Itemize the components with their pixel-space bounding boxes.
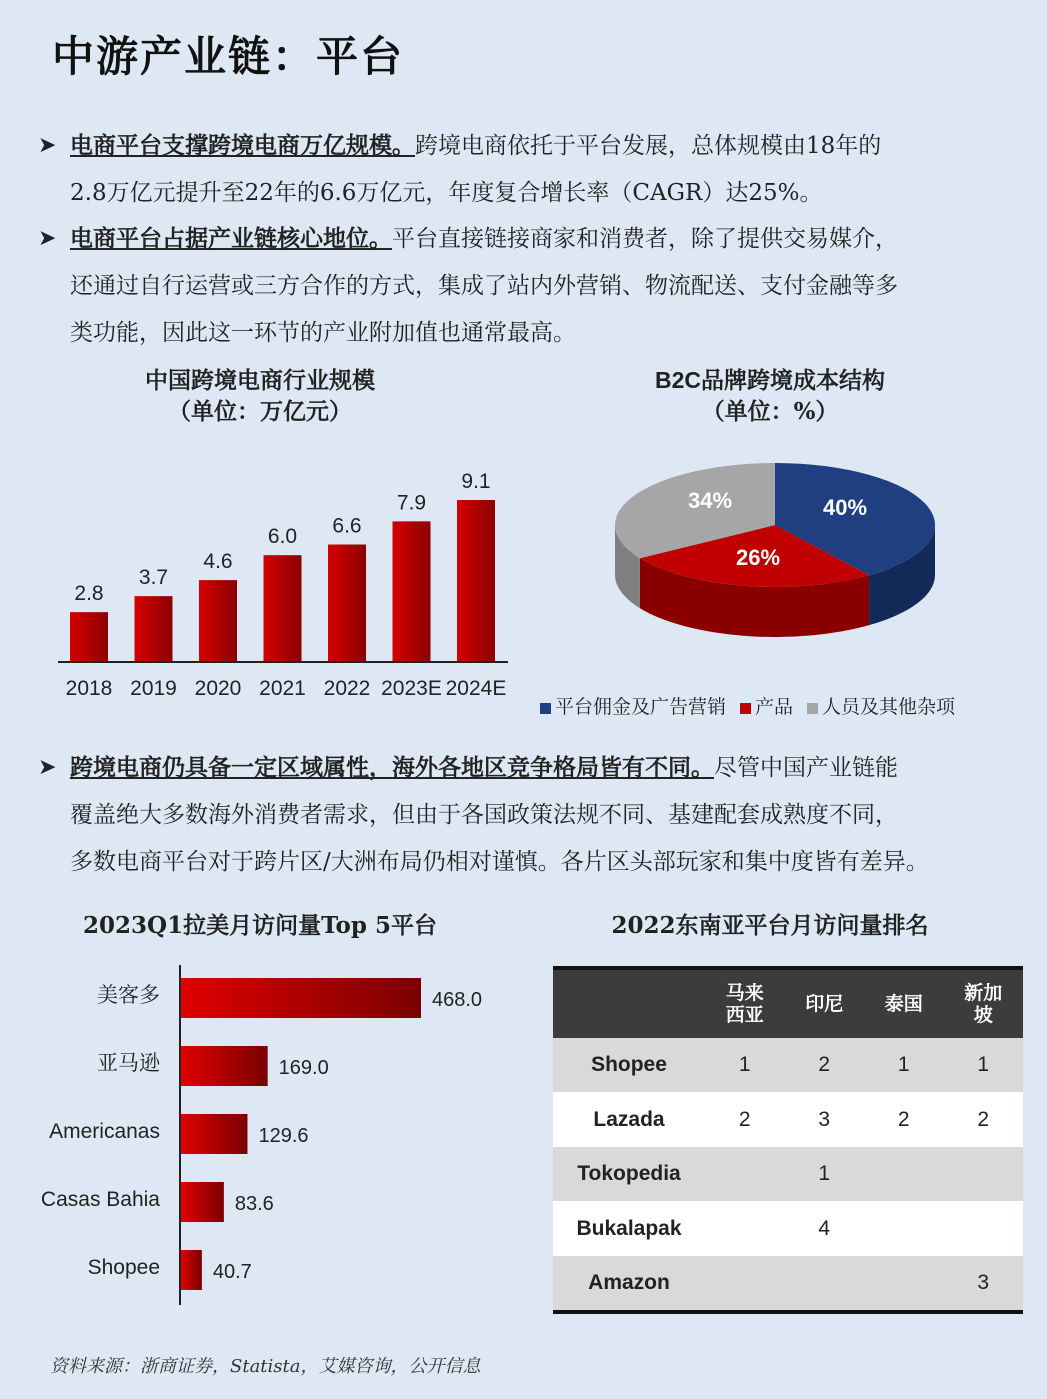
rank-cell: 2	[705, 1092, 785, 1147]
table-header-cell: 印尼	[785, 968, 865, 1038]
pie-data-label: 34%	[687, 488, 733, 513]
chart-title: B2C品牌跨境成本结构	[654, 367, 885, 393]
bullet-text: 多数电商平台对于跨片区/大洲布局仍相对谨慎。各片区头部玩家和集中度皆有差异。	[70, 849, 929, 875]
data-label: 169.0	[278, 1057, 329, 1079]
rank-cell	[944, 1147, 1024, 1201]
chart-subtitle: （单位：%）	[701, 398, 839, 425]
platform-name-cell: Lazada	[553, 1092, 705, 1147]
source-note: 资料来源：浙商证券，Statista，艾媒咨询，公开信息	[50, 1356, 481, 1377]
bullet-platform-core	[38, 215, 1028, 357]
sea-ranking-table	[553, 966, 1023, 1314]
bullet-regional	[38, 744, 1028, 886]
table-header-cell: 泰国	[864, 968, 944, 1038]
rank-cell: 3	[944, 1256, 1024, 1312]
latam-chart-title	[40, 910, 480, 941]
legend-item-staff	[807, 692, 955, 719]
table-header-cell: 马来 西亚	[705, 968, 785, 1038]
chart-subtitle: （单位：万亿元）	[168, 398, 352, 425]
bar-2024E	[457, 500, 495, 662]
bar-2021	[264, 555, 302, 662]
bar-亚马逊	[181, 1046, 268, 1086]
data-label: 468.0	[432, 989, 483, 1011]
legend-label: 产品	[755, 696, 794, 718]
category-label: 2024E	[445, 677, 507, 700]
legend-swatch	[540, 703, 551, 714]
bullet-highlight: 跨境电商仍具备一定区域属性，海外各地区竞争格局皆有不同。	[70, 754, 714, 781]
legend-label: 平台佣金及广告营销	[555, 696, 727, 718]
rank-cell: 2	[944, 1092, 1024, 1147]
rank-cell: 1	[864, 1038, 944, 1092]
category-label: 2018	[65, 677, 113, 700]
data-label: 6.0	[267, 525, 298, 549]
market-size-bar-chart	[40, 440, 530, 710]
bullet-text: 类功能，因此这一环节的产业附加值也通常最高。	[70, 320, 576, 346]
bar-美客多	[181, 978, 421, 1018]
rank-cell	[864, 1256, 944, 1312]
page-title: 中游产业链：平台	[52, 32, 405, 81]
bar-2019	[135, 596, 173, 662]
category-label: 2022	[323, 677, 371, 700]
rank-cell	[705, 1201, 785, 1256]
bar-Shopee	[181, 1250, 202, 1290]
category-label: Americanas	[49, 1120, 160, 1143]
platform-name-cell: Amazon	[553, 1256, 705, 1312]
chart-title: 2023Q1拉美月访问量Top 5平台	[83, 912, 437, 939]
bar-2020	[199, 580, 237, 662]
pie-data-label: 26%	[735, 545, 781, 570]
table-header-cell: 新加 坡	[944, 968, 1024, 1038]
bullet-highlight: 电商平台占据产业链核心地位。	[70, 225, 392, 252]
bullet-platform-scale	[38, 122, 1028, 217]
data-label: 7.9	[396, 491, 427, 515]
category-label: 2021	[259, 677, 306, 700]
bullet-text: 跨境电商依托于平台发展，总体规模由18年的	[415, 133, 882, 159]
rank-cell: 2	[864, 1092, 944, 1147]
bullet-text: 2.8万亿元提升至22年的6.6万亿元，年度复合增长率（CAGR）达25%。	[70, 180, 823, 206]
rank-cell: 1	[785, 1147, 865, 1201]
rank-cell	[705, 1256, 785, 1312]
table-header-row	[553, 968, 1023, 1038]
arrow-bullet-icon: ➤	[38, 755, 57, 780]
rank-cell	[785, 1256, 865, 1312]
bullet-highlight: 电商平台支撑跨境电商万亿规模。	[70, 132, 415, 159]
data-label: 3.7	[138, 566, 169, 590]
category-label: Casas Bahia	[40, 1188, 160, 1211]
arrow-bullet-icon: ➤	[38, 133, 57, 158]
bullet-text: 覆盖绝大多数海外消费者需求，但由于各国政策法规不同、基建配套成熟度不同，	[70, 802, 898, 828]
rank-cell	[705, 1147, 785, 1201]
rank-cell: 1	[944, 1038, 1024, 1092]
legend-swatch	[740, 703, 751, 714]
latam-visits-bar-chart	[20, 960, 520, 1310]
bar-2018	[70, 612, 108, 662]
pie-data-label: 40%	[822, 495, 868, 520]
category-label: Shopee	[87, 1256, 160, 1279]
market-size-chart-title	[60, 365, 460, 427]
rank-cell	[864, 1201, 944, 1256]
category-label: 2020	[194, 677, 242, 700]
bar-2022	[328, 545, 366, 662]
cost-structure-pie-chart	[600, 450, 950, 660]
data-label: 6.6	[332, 514, 362, 538]
chart-title: 2022东南亚平台月访问量排名	[611, 912, 929, 939]
rank-cell	[944, 1201, 1024, 1256]
table-row	[553, 1147, 1023, 1201]
rank-cell	[864, 1147, 944, 1201]
bullet-text: 平台直接链接商家和消费者，除了提供交易媒介，	[392, 226, 898, 252]
legend-item-product	[740, 692, 793, 719]
data-label: 83.6	[234, 1193, 274, 1215]
table-header-cell	[553, 968, 705, 1038]
data-label: 40.7	[212, 1261, 252, 1283]
category-label: 2019	[130, 677, 177, 700]
cost-structure-chart-title	[570, 365, 970, 427]
platform-name-cell: Tokopedia	[553, 1147, 705, 1201]
rank-cell: 2	[785, 1038, 865, 1092]
legend-swatch	[807, 703, 818, 714]
bar-Americanas	[181, 1114, 247, 1154]
rank-cell: 4	[785, 1201, 865, 1256]
bar-2023E	[393, 521, 431, 662]
category-label: 2023E	[381, 677, 442, 700]
bullet-text: 尽管中国产业链能	[714, 755, 898, 781]
rank-cell: 1	[705, 1038, 785, 1092]
platform-name-cell: Bukalapak	[553, 1201, 705, 1256]
legend-label: 人员及其他杂项	[822, 696, 956, 718]
category-label: 美客多	[97, 983, 160, 1007]
category-label: 亚马逊	[97, 1051, 160, 1075]
data-label: 2.8	[74, 582, 104, 606]
data-label: 4.6	[203, 550, 233, 574]
pie-legend	[540, 692, 955, 719]
data-label: 129.6	[258, 1125, 309, 1147]
legend-item-platform	[540, 692, 726, 719]
bullet-text: 还通过自行运营或三方合作的方式，集成了站内外营销、物流配送、支付金融等多	[70, 273, 898, 299]
sea-table-title	[560, 910, 980, 941]
bar-Casas Bahia	[181, 1182, 224, 1222]
data-label: 9.1	[461, 470, 491, 493]
rank-cell: 3	[785, 1092, 865, 1147]
table-row	[553, 1092, 1023, 1147]
table-row	[553, 1038, 1023, 1092]
table-row	[553, 1201, 1023, 1256]
table-row	[553, 1256, 1023, 1312]
chart-title: 中国跨境电商行业规模	[145, 367, 375, 394]
platform-name-cell: Shopee	[553, 1038, 705, 1092]
arrow-bullet-icon: ➤	[38, 226, 57, 251]
